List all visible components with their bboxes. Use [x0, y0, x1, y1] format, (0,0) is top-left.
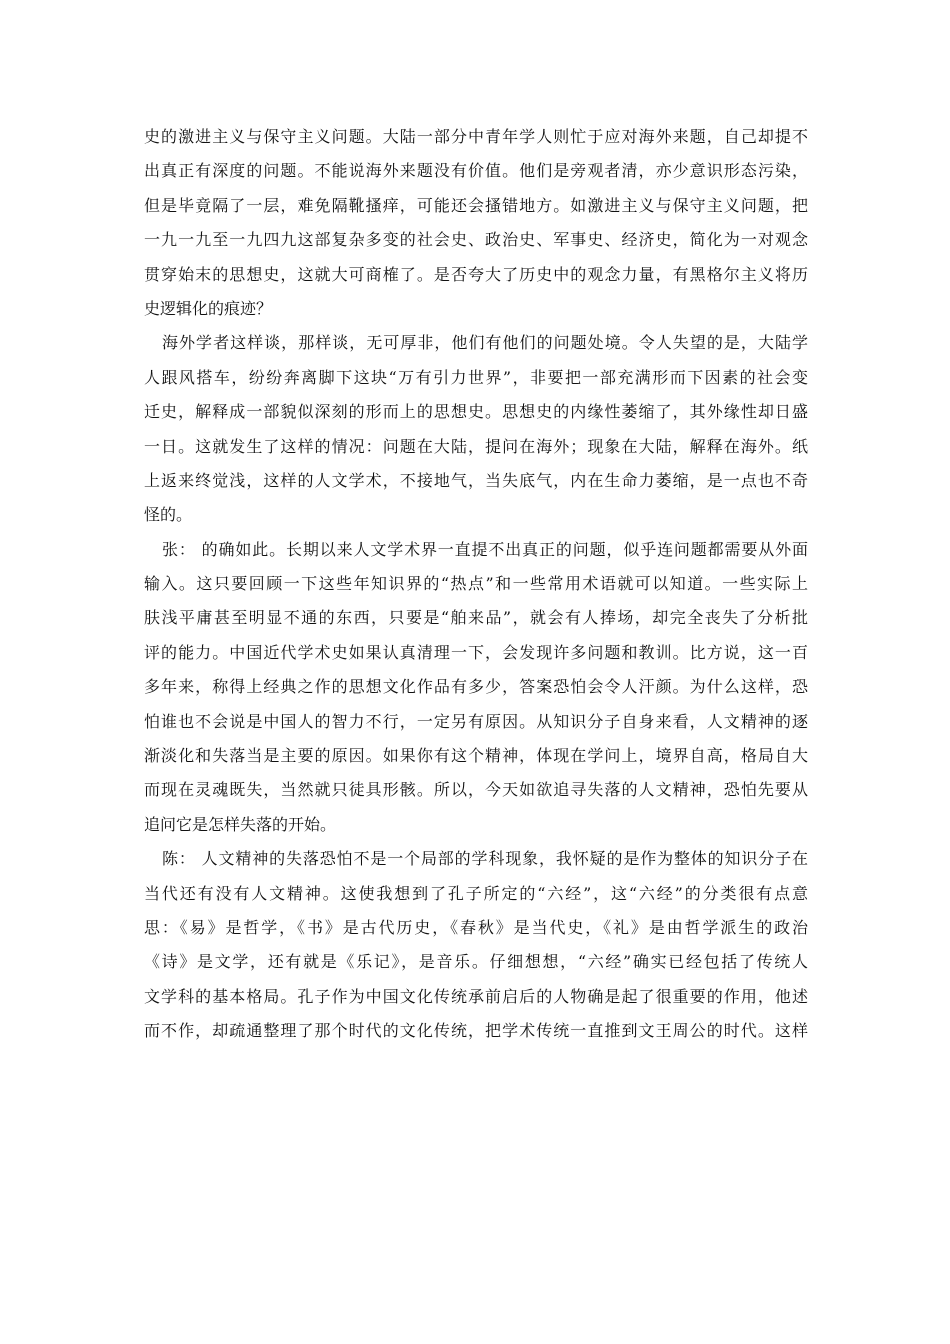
- text-line: 当代还有没有人文精神。这使我想到了孔子所定的“六经”，这“六经”的分类很有点意: [144, 883, 808, 903]
- text-line: 多年来，称得上经典之作的思想文化作品有多少，答案恐怕会令人汗颜。为什么这样，恐: [144, 677, 808, 697]
- text-line: 而不作，却疏通整理了那个时代的文化传统，把学术传统一直推到文王周公的时代。这样: [144, 1021, 808, 1041]
- text-line: 上返来终觉浅，这样的人文学术，不接地气，当失底气，内在生命力萎缩，是一点也不奇: [144, 470, 808, 490]
- text-line: 史的激进主义与保守主义问题。大陆一部分中青年学人则忙于应对海外来题，自己却提不: [144, 127, 808, 146]
- paragraph: [144, 842, 808, 1048]
- text-line: 评的能力。中国近代学术史如果认真清理一下，会发现许多问题和教训。比方说，这一百: [144, 642, 808, 662]
- text-line: 贯穿始末的思想史，这就大可商榷了。是否夸大了历史中的观念力量，有黑格尔主义将历: [144, 264, 808, 284]
- text-line: 文学科的基本格局。孔子作为中国文化传统承前启后的人物确是起了很重要的作用，他述: [144, 986, 808, 1006]
- text-line: 输入。这只要回顾一下这些年知识界的“热点”和一些常用术语就可以知道。一些实际上: [144, 574, 808, 594]
- text-line: 思：《易》是哲学，《书》是古代历史，《春秋》是当代史，《礼》是由哲学派生的政治: [144, 917, 808, 937]
- text-line: 渐淡化和失落当是主要的原因。如果你有这个精神，体现在学问上，境界自高，格局自大: [144, 746, 808, 766]
- text-line: 史逻辑化的痕迹？: [144, 298, 273, 318]
- text-line: 海外学者这样谈，那样谈，无可厚非，他们有他们的问题处境。令人失望的是，大陆学: [162, 333, 808, 353]
- paragraph: [144, 533, 808, 843]
- text-line: 人跟风搭车，纷纷奔离脚下这块“万有引力世界”，非要把一部充满形而下因素的社会变: [144, 367, 808, 387]
- text-line: 一九一九至一九四九这部复杂多变的社会史、政治史、军事史、经济史，简化为一对观念: [144, 230, 808, 250]
- text-line: 张： 的确如此。长期以来人文学术界一直提不出真正的问题，似乎连问题都需要从外面: [162, 539, 808, 559]
- text-line: 而现在灵魂既失，当然就只徒具形骸。所以，今天如欲追寻失落的人文精神，恐怕先要从: [144, 780, 808, 800]
- text-line: 追问它是怎样失落的开始。: [144, 814, 337, 834]
- paragraph: [144, 326, 808, 532]
- text-line: 迁史，解释成一部貌似深刻的形而上的思想史。思想史的内缘性萎缩了，其外缘性却日盛: [144, 402, 808, 422]
- text-line: 肤浅平庸甚至明显不通的东西，只要是“舶来品”，就会有人捧场，却完全丧失了分析批: [144, 608, 808, 628]
- text-line: 《诗》是文学，还有就是《乐记》，是音乐。仔细想想，“六经”确实已经包括了传统人: [144, 952, 808, 972]
- text-line: 出真正有深度的问题。不能说海外来题没有价值。他们是旁观者清，亦少意识形态污染，: [144, 161, 808, 181]
- text-line: 陈： 人文精神的失落恐怕不是一个局部的学科现象，我怀疑的是作为整体的知识分子在: [162, 849, 808, 869]
- text-line: 一日。这就发生了这样的情况：问题在大陆，提问在海外；现象在大陆，解释在海外。纸: [144, 436, 808, 456]
- text-line: 但是毕竟隔了一层，难免隔靴搔痒，可能还会搔错地方。如激进主义与保守主义问题，把: [144, 195, 808, 215]
- body-text: [144, 120, 808, 1049]
- paragraph: [144, 120, 808, 326]
- text-line: 怪的。: [144, 505, 193, 525]
- text-line: 怕谁也不会说是中国人的智力不行，一定另有原因。从知识分子自身来看，人文精神的逐: [144, 711, 808, 731]
